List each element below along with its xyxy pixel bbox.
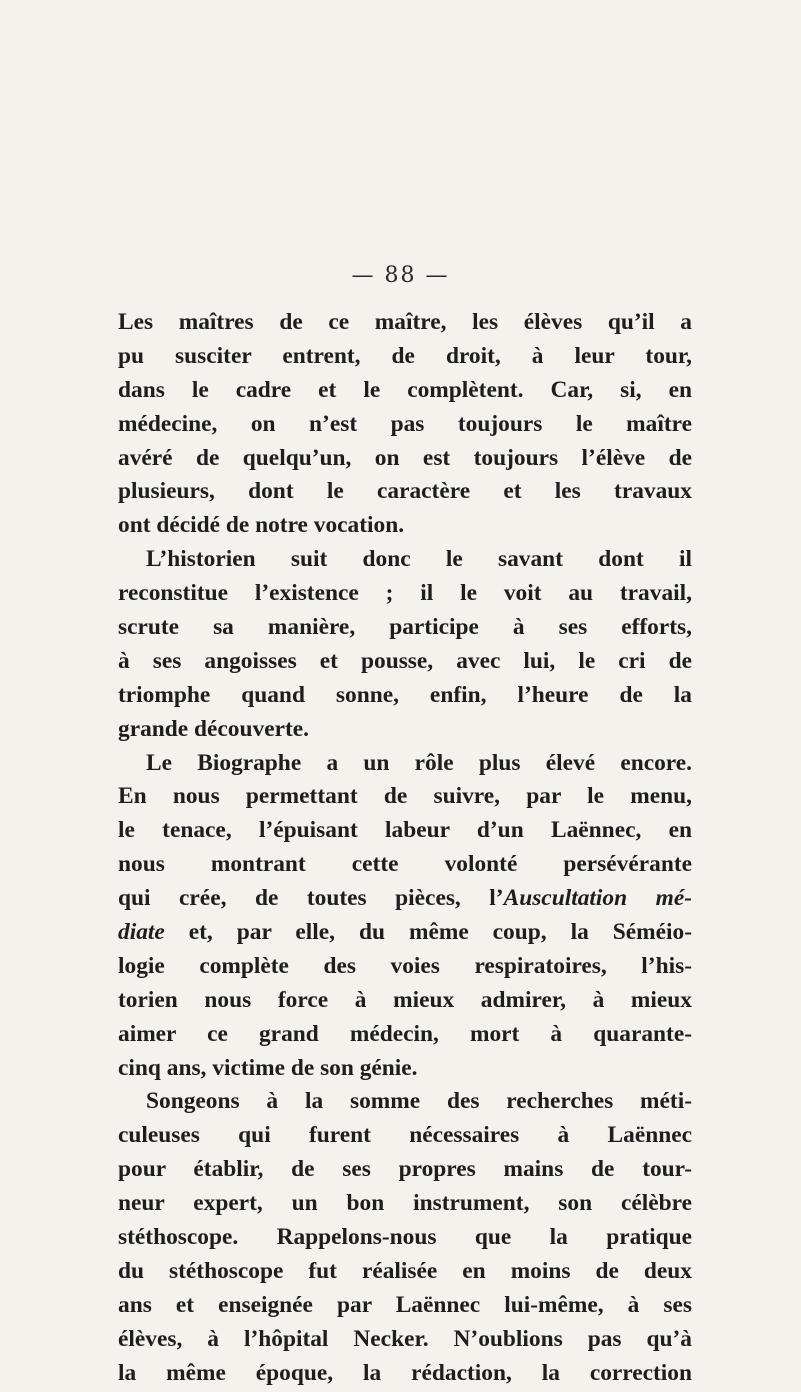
text-line xyxy=(118,374,692,408)
text-segment: triomphe quand sonne, enfin, l’heure de la xyxy=(118,681,692,708)
text-line xyxy=(118,577,692,611)
text-line xyxy=(118,1323,692,1357)
text-line xyxy=(118,1255,692,1289)
text-line xyxy=(118,814,692,848)
page-number: — 88 — xyxy=(351,263,450,288)
text-line xyxy=(118,1052,692,1086)
text-segment: reconstitue l’existence ; il le voit au travail, xyxy=(118,580,692,607)
text-line xyxy=(118,747,692,781)
text-segment: avéré de quelqu’un, on est toujours l’élève de xyxy=(118,444,692,471)
text-segment: En nous permettant de suivre, par le menu, xyxy=(118,783,692,810)
text-line xyxy=(118,306,692,340)
text-line xyxy=(118,916,692,950)
italic-text: diate xyxy=(118,919,165,946)
text-segment: torien nous force à mieux admirer, à mieux xyxy=(118,986,692,1013)
text-segment: neur expert, un bon instrument, son célèbre xyxy=(118,1190,692,1217)
text-segment: cinq ans, victime de son génie. xyxy=(118,1054,418,1081)
text-line xyxy=(118,1085,692,1119)
italic-text: Auscultation mé- xyxy=(503,885,692,912)
text-segment: scrute sa manière, participe à ses efforts, xyxy=(118,614,692,641)
text-line xyxy=(118,1153,692,1187)
text-line xyxy=(118,882,692,916)
text-segment: et, par elle, du même coup, la Séméio- xyxy=(164,919,692,946)
body-text xyxy=(118,306,692,1391)
text-line xyxy=(118,408,692,442)
text-segment: L’historien suit donc le savant dont il xyxy=(146,546,692,573)
text-line xyxy=(118,645,692,679)
text-segment: plusieurs, dont le caractère et les travaux xyxy=(118,478,692,505)
text-segment: du stéthoscope fut réalisée en moins de deux xyxy=(118,1257,692,1284)
text-segment: aimer ce grand médecin, mort à quarante- xyxy=(118,1020,692,1047)
text-segment: Le Biographe a un rôle plus élevé encore. xyxy=(146,749,692,776)
text-line xyxy=(118,679,692,713)
text-line xyxy=(118,475,692,509)
text-line xyxy=(118,713,692,747)
text-line xyxy=(118,442,692,476)
text-segment: médecine, on n’est pas toujours le maître xyxy=(118,410,692,437)
text-segment: Les maîtres de ce maître, les élèves qu’il a xyxy=(118,309,692,335)
text-segment: stéthoscope. Rappelons-nous que la pratique xyxy=(118,1224,692,1251)
text-segment: ont décidé de notre vocation. xyxy=(118,512,405,539)
text-segment: pour établir, de ses propres mains de tour- xyxy=(118,1156,692,1183)
text-line xyxy=(118,950,692,984)
text-segment: à ses angoisses et pousse, avec lui, le cri de xyxy=(118,647,692,674)
text-segment: qui crée, de toutes pièces, l’ xyxy=(118,885,504,912)
text-segment: Songeons à la somme des recherches méti- xyxy=(146,1088,692,1115)
text-line xyxy=(118,1289,692,1323)
text-line xyxy=(118,509,692,543)
text-line xyxy=(118,1221,692,1255)
text-segment: logie complète des voies respiratoires, l’his- xyxy=(118,952,692,979)
text-line xyxy=(118,848,692,882)
text-segment: grande découverte. xyxy=(118,715,309,742)
text-segment: nous montrant cette volonté persévérante xyxy=(118,851,692,878)
text-line xyxy=(118,611,692,645)
text-segment: dans le cadre et le complètent. Car, si, en xyxy=(118,376,692,403)
text-line xyxy=(118,780,692,814)
text-segment: ans et enseignée par Laënnec lui-même, à ses xyxy=(118,1291,692,1318)
text-line xyxy=(118,1018,692,1052)
text-line xyxy=(118,984,692,1018)
text-line xyxy=(118,543,692,577)
text-line xyxy=(118,340,692,374)
text-segment: pu susciter entrent, de droit, à leur tour, xyxy=(118,342,692,369)
text-segment: le tenace, l’épuisant labeur d’un Laënnec, en xyxy=(118,817,692,844)
text-segment: la même époque, la rédaction, la correction xyxy=(118,1359,692,1386)
text-segment: culeuses qui furent nécessaires à Laënnec xyxy=(118,1122,692,1149)
text-line xyxy=(118,1119,692,1153)
text-segment: élèves, à l’hôpital Necker. N’oublions pas qu’à xyxy=(118,1325,692,1352)
text-line xyxy=(118,1187,692,1221)
text-line xyxy=(118,1357,692,1391)
